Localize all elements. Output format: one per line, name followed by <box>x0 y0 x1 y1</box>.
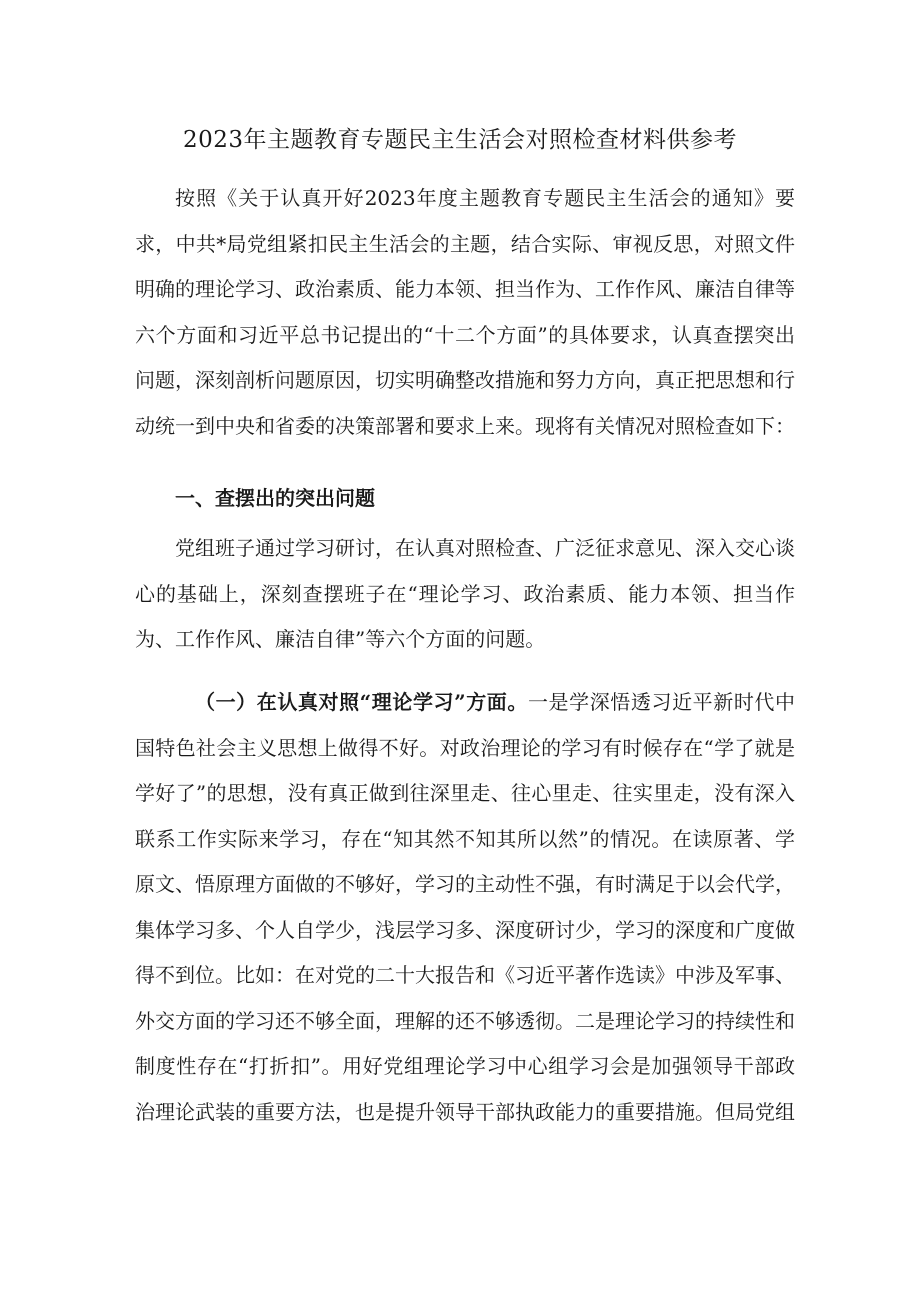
subsection-paragraph <box>135 680 795 1135</box>
section-heading: 一、查摆出的突出问题 <box>175 486 375 510</box>
subsection-lead: （一）在认真对照“理论学习”方面。 <box>195 690 528 714</box>
intro-paragraph: 按照《关于认真开好2023年度主题教育专题民主生活会的通知》要求，中共*局党组紧扣民主生活会的主题，结合实际、审视反思，对照文件明确的理论学习、政治素质、能力本领、担当作为、工作作风、廉洁自律等六个方面和习近平总书记提出的“十二个方面”的具体要求，认真查摆突出问题，深刻剖析问题原因，切实明确整改措施和努力方向，真正把思想和行动统一到中央和省委的决策部署和要求上来。现将有关情况对照检查如下： <box>135 186 795 438</box>
section-paragraph: 党组班子通过学习研讨，在认真对照检查、广泛征求意见、深入交心谈心的基础上，深刻查摆班子在“理论学习、政治素质、能力本领、担当作为、工作作风、廉洁自律”等六个方面的问题。 <box>135 536 795 651</box>
subsection-body: 一是学深悟透习近平新时代中国特色社会主义思想上做得不好。对政治理论的学习有时候存在“学了就是学好了”的思想，没有真正做到往深里走、往心里走、往实里走，没有深入联系工作实际来学习，存在“知其然不知其所以然”的情况。在读原著、学原文、悟原理方面做的不够好，学习的主动性不强，有时满足于以会代学，集体学习多、个人自学少，浅层学习多、深度研讨少，学习的深度和广度做得不到位。比如：在对党的二十大报告和《习近平著作选读》中涉及军事、外交方面的学习还不够全面，理解的还不够透彻。二是理论学习的持续性和制度性存在“打折扣”。用好党组理论学习中心组学习会是加强领导干部政治理论武装的重要方法，也是提升领导干部执政能力的重要措施。但局党组 <box>135 690 795 1124</box>
document-title: 2023年主题教育专题民主生活会对照检查材料供参考 <box>182 127 738 153</box>
